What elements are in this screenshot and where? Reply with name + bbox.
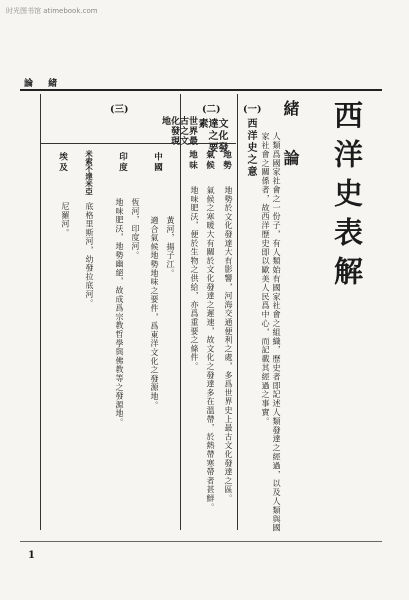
section2-row2-label: 氣候 <box>204 150 215 171</box>
section2-row3-text: 地味肥沃，便於生物之供給，亦爲重要之條件。 <box>190 186 199 371</box>
section2-row3-label: 地味 <box>187 150 198 171</box>
section2-number: (二) <box>202 104 221 115</box>
table-left-border <box>40 94 41 530</box>
bottom-rule <box>20 541 382 542</box>
section3-row1-text: 適合氣候地勢地味之要件，爲東洋文化之發源地。 <box>150 216 159 410</box>
page-number: 1 <box>28 550 35 561</box>
section-divider <box>237 94 238 530</box>
section3-row1-sub: 黃河，揚子江。 <box>166 216 175 278</box>
section1-text: 人類爲國家社會之一份子，有人類始有國家社會之組織，歷史者即記述人類發達之經過，以及人類與國家社會之關係者，故西洋歷史即以歐美人民爲中心，而記載其經過之事實。 <box>261 132 282 533</box>
section2-row1-label: 地勢 <box>221 150 232 171</box>
section3-number: (三) <box>110 104 129 115</box>
section1-heading: 西洋史之意 <box>245 118 256 178</box>
book-title: 西洋史表解 <box>330 100 364 295</box>
section-divider <box>180 94 181 530</box>
section2-heading: 文化發達之要素 <box>196 118 227 154</box>
section3-row2-text: 地味肥沃，地勢幽絕，故成爲宗教哲學與佛教等之發源地。 <box>115 198 124 427</box>
section3-row1-label: 中國 <box>152 152 163 173</box>
section2-row2-text: 氣候之寒暖大有關於文化發達之遲速，故文化之發達多在溫帶，於熱帶寒帶者甚鮮。 <box>206 186 215 512</box>
section3-row4-sub: 尼羅河。 <box>61 202 70 238</box>
section1-number: (一) <box>243 104 262 115</box>
watermark: 时光图书馆 atimebook.com <box>6 7 98 15</box>
section3-row4-label: 埃及 <box>57 152 68 173</box>
section3-header-rule <box>40 143 180 144</box>
section3-row3-label: 米索不達米亞 <box>84 150 94 195</box>
section3-heading: 世界最古之文化發現地 <box>160 116 197 146</box>
section3-row2-sub: 恆河，印度河。 <box>131 198 140 260</box>
section3-row3-sub: 底格里斯河，幼發拉底河。 <box>85 202 94 308</box>
section3-row2-label: 印度 <box>117 152 128 173</box>
top-rule <box>20 89 382 91</box>
running-head: 論 緒 <box>24 79 64 89</box>
section2-row1-text: 地勢於文化發達大有影響，河海交通便利之處，多爲世界史上最古文化發達之區。 <box>224 186 233 503</box>
chapter-heading: 緒 論 <box>281 100 300 180</box>
